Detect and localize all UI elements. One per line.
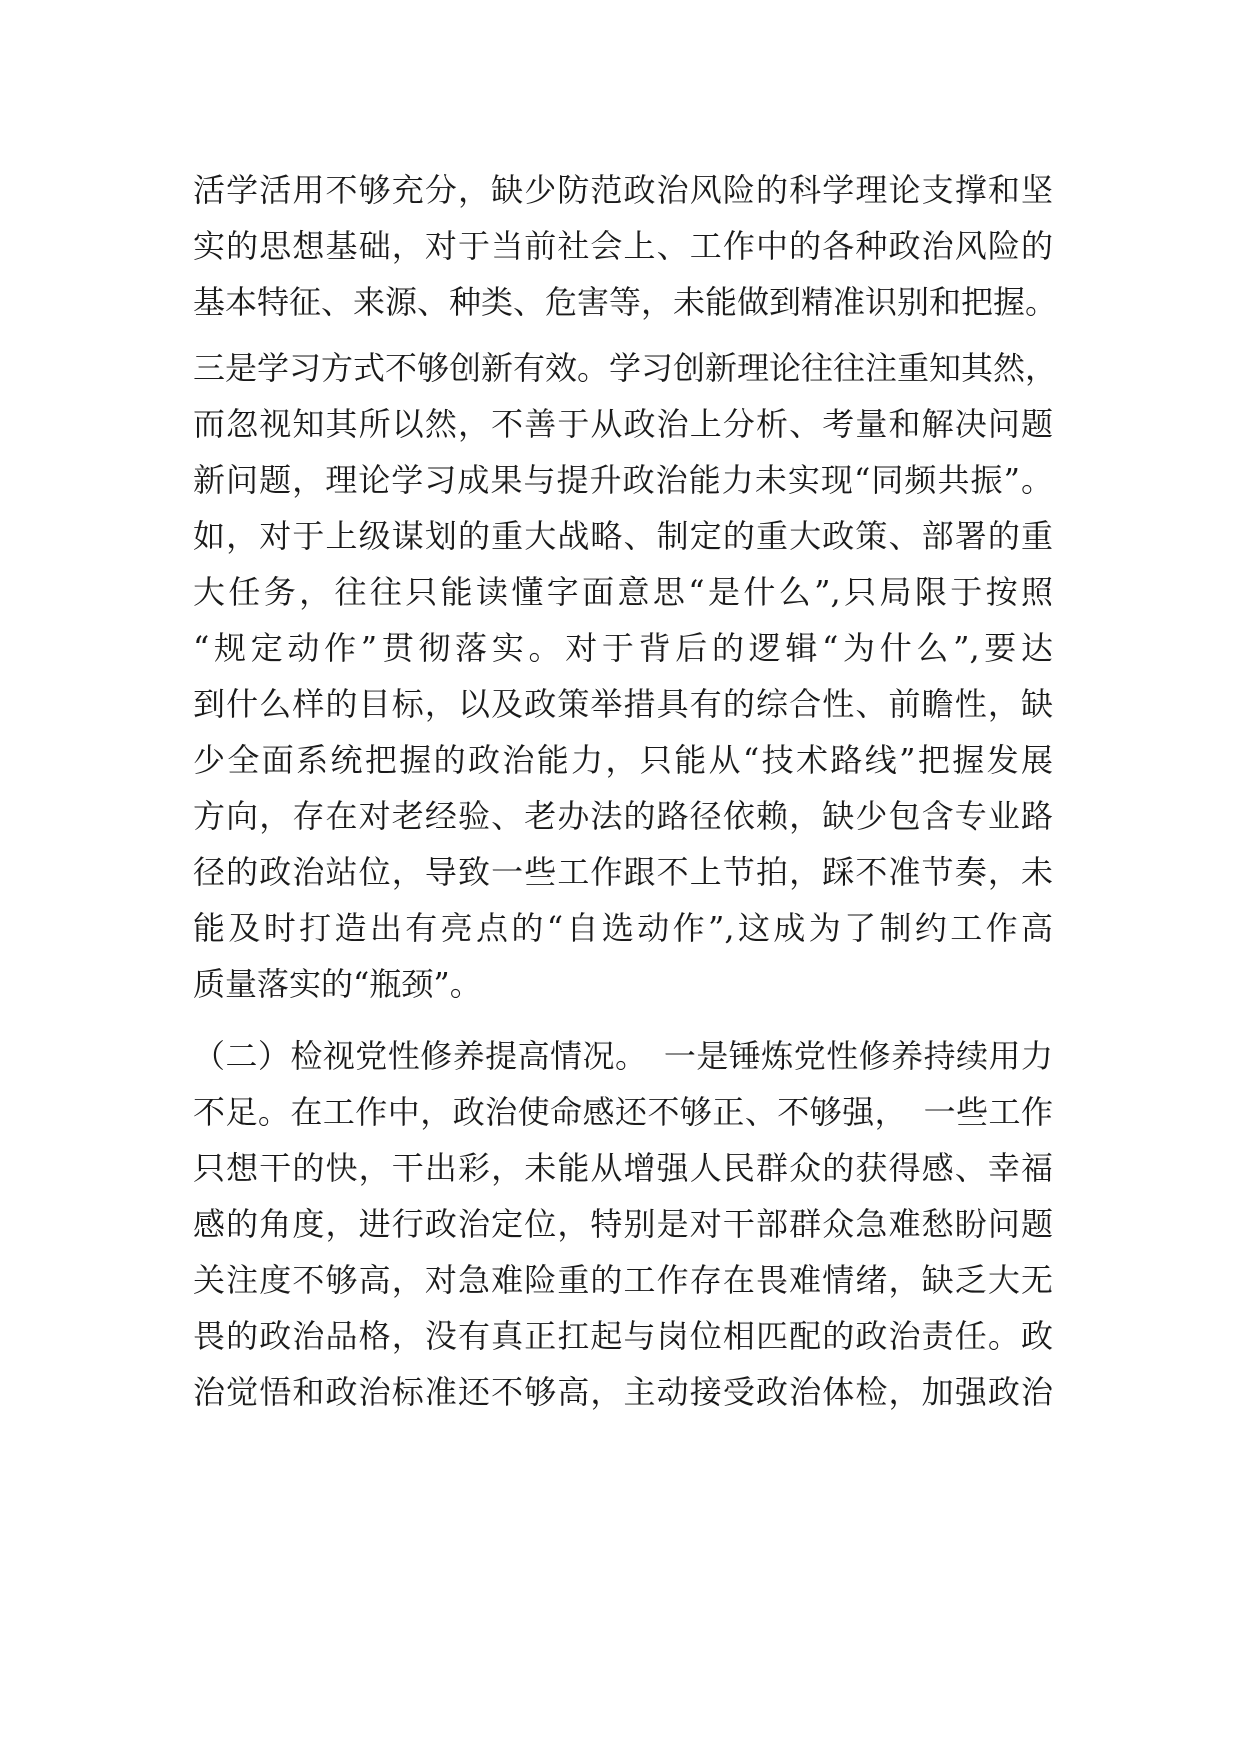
- text-line: 径的政治站位，导致一些工作跟不上节拍，踩不准节奏，未: [193, 853, 1053, 891]
- text-line: 三是学习方式不够创新有效。学习创新理论往往注重知其然，: [193, 349, 1058, 387]
- text-line: 治觉悟和政治标准还不够高，主动接受政治体检，加强政治: [193, 1373, 1053, 1411]
- text-line: 实的思想基础，对于当前社会上、工作中的各种政治风险的: [193, 227, 1053, 265]
- text-line: 到什么样的目标，以及政策举措具有的综合性、前瞻性，缺: [193, 685, 1053, 723]
- text-line: 少全面系统把握的政治能力，只能从“技术路线”把握发展: [193, 741, 1053, 779]
- text-line: （二）检视党性修养提高情况。 一是锤炼党性修养持续用力: [193, 1037, 1053, 1075]
- text-line: 活学活用不够充分，缺少防范政治风险的科学理论支撑和坚: [193, 171, 1053, 209]
- paragraph-3: [193, 1028, 1053, 1420]
- text-line: 大任务，往往只能读懂字面意思“是什么”,只局限于按照: [193, 573, 1053, 611]
- text-line: 而忽视知其所以然，不善于从政治上分析、考量和解决问题: [193, 405, 1053, 443]
- text-line: 只想干的快，干出彩，未能从增强人民群众的获得感、幸福: [193, 1149, 1053, 1187]
- text-line: 新问题，理论学习成果与提升政治能力未实现“同频共振”。: [193, 461, 1053, 499]
- text-line: 基本特征、来源、种类、危害等，未能做到精准识别和把握。: [193, 283, 1058, 321]
- text-line: 如，对于上级谋划的重大战略、制定的重大政策、部署的重: [193, 517, 1053, 555]
- paragraph-1: [193, 162, 1058, 330]
- text-line: “规定动作”贯彻落实。对于背后的逻辑“为什么”,要达: [193, 629, 1053, 667]
- text-line: 感的角度，进行政治定位，特别是对干部群众急难愁盼问题: [193, 1205, 1053, 1243]
- text-line: 不足。在工作中，政治使命感还不够正、不够强， 一些工作: [193, 1093, 1053, 1131]
- paragraph-2: [193, 340, 1058, 1012]
- text-line: 畏的政治品格，没有真正扛起与岗位相匹配的政治责任。政: [193, 1317, 1053, 1355]
- text-line: 能及时打造出有亮点的“自选动作”,这成为了制约工作高: [193, 909, 1053, 947]
- text-line: 质量落实的“瓶颈”。: [193, 965, 482, 1003]
- document-body: [193, 162, 1058, 1420]
- text-line: 关注度不够高，对急难险重的工作存在畏难情绪，缺乏大无: [193, 1261, 1053, 1299]
- text-line: 方向，存在对老经验、老办法的路径依赖，缺少包含专业路: [193, 797, 1053, 835]
